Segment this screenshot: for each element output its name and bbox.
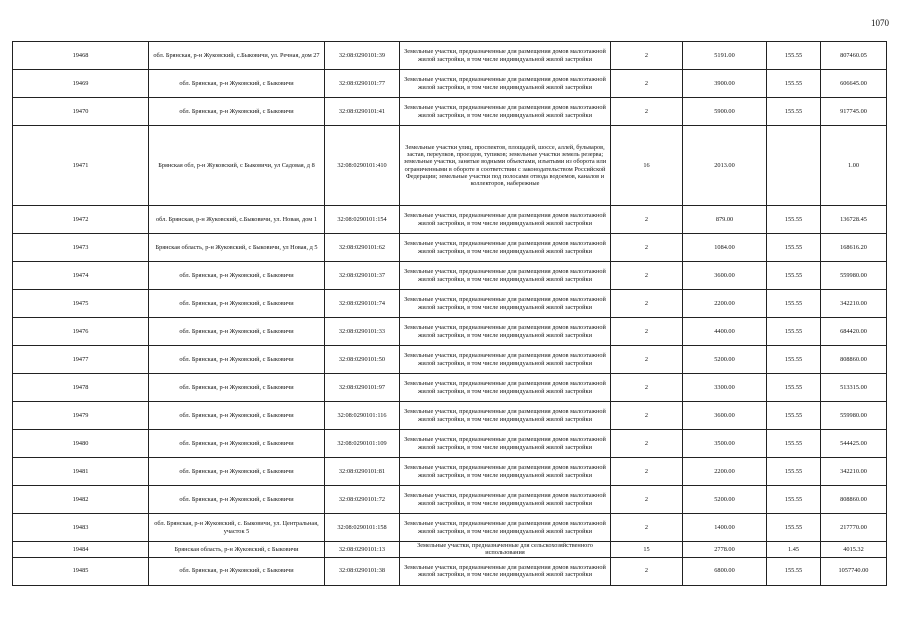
category-code-cell: 2 [611, 486, 683, 514]
land-use-cell: Земельные участки, предназначенные для размещения домов малоэтажной жилой застройки, в том числе индивидуальной жилой застройки [400, 557, 611, 585]
address-cell: обл. Брянская, р-н Жуковский, с Быковичи [149, 557, 325, 585]
cadastral-number-cell: 32:08:0290101:77 [325, 70, 400, 98]
table-row [13, 234, 887, 262]
address-cell: обл. Брянская, р-н Жуковский, с Быковичи [149, 290, 325, 318]
address-cell: обл. Брянская, р-н Жуковский, с Быковичи [149, 70, 325, 98]
land-use-cell: Земельные участки, предназначенные для размещения домов малоэтажной жилой застройки, в том числе индивидуальной жилой застройки [400, 206, 611, 234]
specific-value-cell: 155.55 [767, 262, 821, 290]
area-cell: 1400.00 [683, 514, 767, 542]
area-cell: 5200.00 [683, 486, 767, 514]
table-row [13, 98, 887, 126]
land-use-cell: Земельные участки, предназначенные для размещения домов малоэтажной жилой застройки, в том числе индивидуальной жилой застройки [400, 346, 611, 374]
table-body [13, 42, 887, 586]
table-row [13, 458, 887, 486]
land-use-cell: Земельные участки, предназначенные для размещения домов малоэтажной жилой застройки, в том числе индивидуальной жилой застройки [400, 318, 611, 346]
cadastral-value-cell: 342210.00 [821, 290, 887, 318]
cadastral-number-cell: 32:08:0290101:33 [325, 318, 400, 346]
category-code-cell: 16 [611, 126, 683, 206]
specific-value-cell: 155.55 [767, 234, 821, 262]
cadastral-number-cell: 32:08:0290101:39 [325, 42, 400, 70]
table-row [13, 318, 887, 346]
address-cell: обл. Брянская, р-н Жуковский, с.Быковичи, ул. Речная, дом 27 [149, 42, 325, 70]
land-use-cell: Земельные участки, предназначенные для размещения домов малоэтажной жилой застройки, в том числе индивидуальной жилой застройки [400, 430, 611, 458]
cadastral-value-cell: 808860.00 [821, 346, 887, 374]
cadastral-value-cell: 1057740.00 [821, 557, 887, 585]
table-row [13, 542, 887, 558]
cadastral-value-cell: 4015.32 [821, 542, 887, 558]
area-cell: 2200.00 [683, 458, 767, 486]
row-number-cell: 19480 [13, 430, 149, 458]
land-use-cell: Земельные участки, предназначенные для размещения домов малоэтажной жилой застройки, в том числе индивидуальной жилой застройки [400, 42, 611, 70]
address-cell: обл. Брянская, р-н Жуковский, с Быковичи [149, 486, 325, 514]
cadastral-value-cell: 606645.00 [821, 70, 887, 98]
cadastral-number-cell: 32:08:0290101:158 [325, 514, 400, 542]
area-cell: 3600.00 [683, 262, 767, 290]
area-cell: 3600.00 [683, 402, 767, 430]
category-code-cell: 2 [611, 458, 683, 486]
address-cell: Брянская обл, р-н Жуковский, с Быковичи, ул Садовая, д 8 [149, 126, 325, 206]
land-use-cell: Земельные участки, предназначенные для размещения домов малоэтажной жилой застройки, в том числе индивидуальной жилой застройки [400, 458, 611, 486]
cadastral-number-cell: 32:08:0290101:50 [325, 346, 400, 374]
cadastral-value-cell: 513315.00 [821, 374, 887, 402]
land-use-cell: Земельные участки улиц, проспектов, площадей, шоссе, аллей, бульваров, застав, переулков, проездов, тупиков; земельные участки земель резерва; земельные участки, занятые водными объектами, изъятыми из оборота или ограниченными в обороте в соответствии с законодательством Российской Федерации; земельные участки под полосами отвода водоемов, каналов и коллекторов, набережные [400, 126, 611, 206]
table-row [13, 374, 887, 402]
specific-value-cell: 1.45 [767, 542, 821, 558]
category-code-cell: 2 [611, 70, 683, 98]
cadastral-value-cell: 136728.45 [821, 206, 887, 234]
cadastral-number-cell: 32:08:0290101:74 [325, 290, 400, 318]
land-use-cell: Земельные участки, предназначенные для размещения домов малоэтажной жилой застройки, в том числе индивидуальной жилой застройки [400, 262, 611, 290]
specific-value-cell: 155.55 [767, 458, 821, 486]
area-cell: 6800.00 [683, 557, 767, 585]
address-cell: обл. Брянская, р-н Жуковский, с Быковичи [149, 346, 325, 374]
table-row [13, 346, 887, 374]
land-use-cell: Земельные участки, предназначенные для размещения домов малоэтажной жилой застройки, в том числе индивидуальной жилой застройки [400, 402, 611, 430]
category-code-cell: 2 [611, 514, 683, 542]
specific-value-cell: 155.55 [767, 206, 821, 234]
category-code-cell: 2 [611, 346, 683, 374]
cadastral-value-cell: 217770.00 [821, 514, 887, 542]
row-number-cell: 19469 [13, 70, 149, 98]
area-cell: 4400.00 [683, 318, 767, 346]
area-cell: 879.00 [683, 206, 767, 234]
category-code-cell: 2 [611, 206, 683, 234]
page-number: 1070 [871, 18, 889, 28]
area-cell: 1084.00 [683, 234, 767, 262]
cadastral-value-cell: 917745.00 [821, 98, 887, 126]
cadastral-value-cell: 544425.00 [821, 430, 887, 458]
address-cell: обл. Брянская, р-н Жуковский, с Быковичи [149, 430, 325, 458]
specific-value-cell: 155.55 [767, 290, 821, 318]
land-use-cell: Земельные участки, предназначенные для размещения домов малоэтажной жилой застройки, в том числе индивидуальной жилой застройки [400, 290, 611, 318]
specific-value-cell: 155.55 [767, 98, 821, 126]
address-cell: обл. Брянская, р-н Жуковский, с.Быковичи, ул. Новая, дом 1 [149, 206, 325, 234]
address-cell: обл. Брянская, р-н Жуковский, с Быковичи [149, 458, 325, 486]
table-row [13, 126, 887, 206]
cadastral-value-cell: 559980.00 [821, 402, 887, 430]
area-cell: 5900.00 [683, 98, 767, 126]
table-row [13, 262, 887, 290]
row-number-cell: 19485 [13, 557, 149, 585]
category-code-cell: 2 [611, 402, 683, 430]
row-number-cell: 19481 [13, 458, 149, 486]
area-cell: 3500.00 [683, 430, 767, 458]
cadastral-value-cell: 559980.00 [821, 262, 887, 290]
land-use-cell: Земельные участки, предназначенные для размещения домов малоэтажной жилой застройки, в том числе индивидуальной жилой застройки [400, 98, 611, 126]
category-code-cell: 2 [611, 374, 683, 402]
row-number-cell: 19474 [13, 262, 149, 290]
area-cell: 5200.00 [683, 346, 767, 374]
cadastral-number-cell: 32:08:0290101:97 [325, 374, 400, 402]
cadastral-number-cell: 32:08:0290101:62 [325, 234, 400, 262]
table-row [13, 70, 887, 98]
land-use-cell: Земельные участки, предназначенные для размещения домов малоэтажной жилой застройки, в том числе индивидуальной жилой застройки [400, 514, 611, 542]
specific-value-cell: 155.55 [767, 486, 821, 514]
table-row [13, 42, 887, 70]
table-row [13, 206, 887, 234]
area-cell: 3300.00 [683, 374, 767, 402]
row-number-cell: 19482 [13, 486, 149, 514]
specific-value-cell: 155.55 [767, 70, 821, 98]
address-cell: обл. Брянская, р-н Жуковский, с Быковичи [149, 262, 325, 290]
table-row [13, 430, 887, 458]
address-cell: Брянская область, р-н Жуковский, с Быковичи [149, 542, 325, 558]
cadastral-number-cell: 32:08:0290101:109 [325, 430, 400, 458]
row-number-cell: 19471 [13, 126, 149, 206]
row-number-cell: 19475 [13, 290, 149, 318]
address-cell: обл. Брянская, р-н Жуковский, с. Быковичи, ул. Центральная, участок 5 [149, 514, 325, 542]
cadastral-number-cell: 32:08:0290101:37 [325, 262, 400, 290]
cadastral-number-cell: 32:08:0290101:154 [325, 206, 400, 234]
cadastral-value-cell: 1.00 [821, 126, 887, 206]
area-cell: 2013.00 [683, 126, 767, 206]
cadastral-value-cell: 807460.05 [821, 42, 887, 70]
row-number-cell: 19476 [13, 318, 149, 346]
land-use-cell: Земельные участки, предназначенные для сельскохозяйственного использования [400, 542, 611, 558]
land-use-cell: Земельные участки, предназначенные для размещения домов малоэтажной жилой застройки, в том числе индивидуальной жилой застройки [400, 374, 611, 402]
cadastral-number-cell: 32:08:0290101:81 [325, 458, 400, 486]
address-cell: Брянская область, р-н Жуковский, с Быковичи, ул Новая, д 5 [149, 234, 325, 262]
row-number-cell: 19472 [13, 206, 149, 234]
specific-value-cell: 155.55 [767, 374, 821, 402]
row-number-cell: 19477 [13, 346, 149, 374]
category-code-cell: 2 [611, 557, 683, 585]
specific-value-cell [767, 126, 821, 206]
specific-value-cell: 155.55 [767, 402, 821, 430]
cadastral-number-cell: 32:08:0290101:116 [325, 402, 400, 430]
cadastral-value-cell: 808860.00 [821, 486, 887, 514]
row-number-cell: 19479 [13, 402, 149, 430]
land-use-cell: Земельные участки, предназначенные для размещения домов малоэтажной жилой застройки, в том числе индивидуальной жилой застройки [400, 234, 611, 262]
land-use-cell: Земельные участки, предназначенные для размещения домов малоэтажной жилой застройки, в том числе индивидуальной жилой застройки [400, 70, 611, 98]
table-row [13, 486, 887, 514]
address-cell: обл. Брянская, р-н Жуковский, с Быковичи [149, 318, 325, 346]
specific-value-cell: 155.55 [767, 318, 821, 346]
category-code-cell: 2 [611, 430, 683, 458]
address-cell: обл. Брянская, р-н Жуковский, с Быковичи [149, 402, 325, 430]
row-number-cell: 19483 [13, 514, 149, 542]
row-number-cell: 19478 [13, 374, 149, 402]
category-code-cell: 2 [611, 98, 683, 126]
cadastral-value-table [12, 41, 887, 586]
table-row [13, 514, 887, 542]
specific-value-cell: 155.55 [767, 514, 821, 542]
area-cell: 3900.00 [683, 70, 767, 98]
row-number-cell: 19470 [13, 98, 149, 126]
category-code-cell: 2 [611, 262, 683, 290]
cadastral-value-cell: 342210.00 [821, 458, 887, 486]
category-code-cell: 15 [611, 542, 683, 558]
specific-value-cell: 155.55 [767, 557, 821, 585]
address-cell: обл. Брянская, р-н Жуковский, с Быковичи [149, 374, 325, 402]
row-number-cell: 19468 [13, 42, 149, 70]
specific-value-cell: 155.55 [767, 346, 821, 374]
area-cell: 5191.00 [683, 42, 767, 70]
category-code-cell: 2 [611, 42, 683, 70]
category-code-cell: 2 [611, 318, 683, 346]
address-cell: обл. Брянская, р-н Жуковский, с Быковичи [149, 98, 325, 126]
table-row [13, 402, 887, 430]
row-number-cell: 19484 [13, 542, 149, 558]
table-row [13, 557, 887, 585]
cadastral-value-cell: 168616.20 [821, 234, 887, 262]
cadastral-number-cell: 32:08:0290101:72 [325, 486, 400, 514]
cadastral-number-cell: 32:08:0290101:410 [325, 126, 400, 206]
land-use-cell: Земельные участки, предназначенные для размещения домов малоэтажной жилой застройки, в том числе индивидуальной жилой застройки [400, 486, 611, 514]
cadastral-number-cell: 32:08:0290101:41 [325, 98, 400, 126]
area-cell: 2778.00 [683, 542, 767, 558]
specific-value-cell: 155.55 [767, 42, 821, 70]
category-code-cell: 2 [611, 290, 683, 318]
cadastral-number-cell: 32:08:0290101:38 [325, 557, 400, 585]
table-row [13, 290, 887, 318]
cadastral-number-cell: 32:08:0290101:13 [325, 542, 400, 558]
specific-value-cell: 155.55 [767, 430, 821, 458]
area-cell: 2200.00 [683, 290, 767, 318]
category-code-cell: 2 [611, 234, 683, 262]
cadastral-value-cell: 684420.00 [821, 318, 887, 346]
row-number-cell: 19473 [13, 234, 149, 262]
